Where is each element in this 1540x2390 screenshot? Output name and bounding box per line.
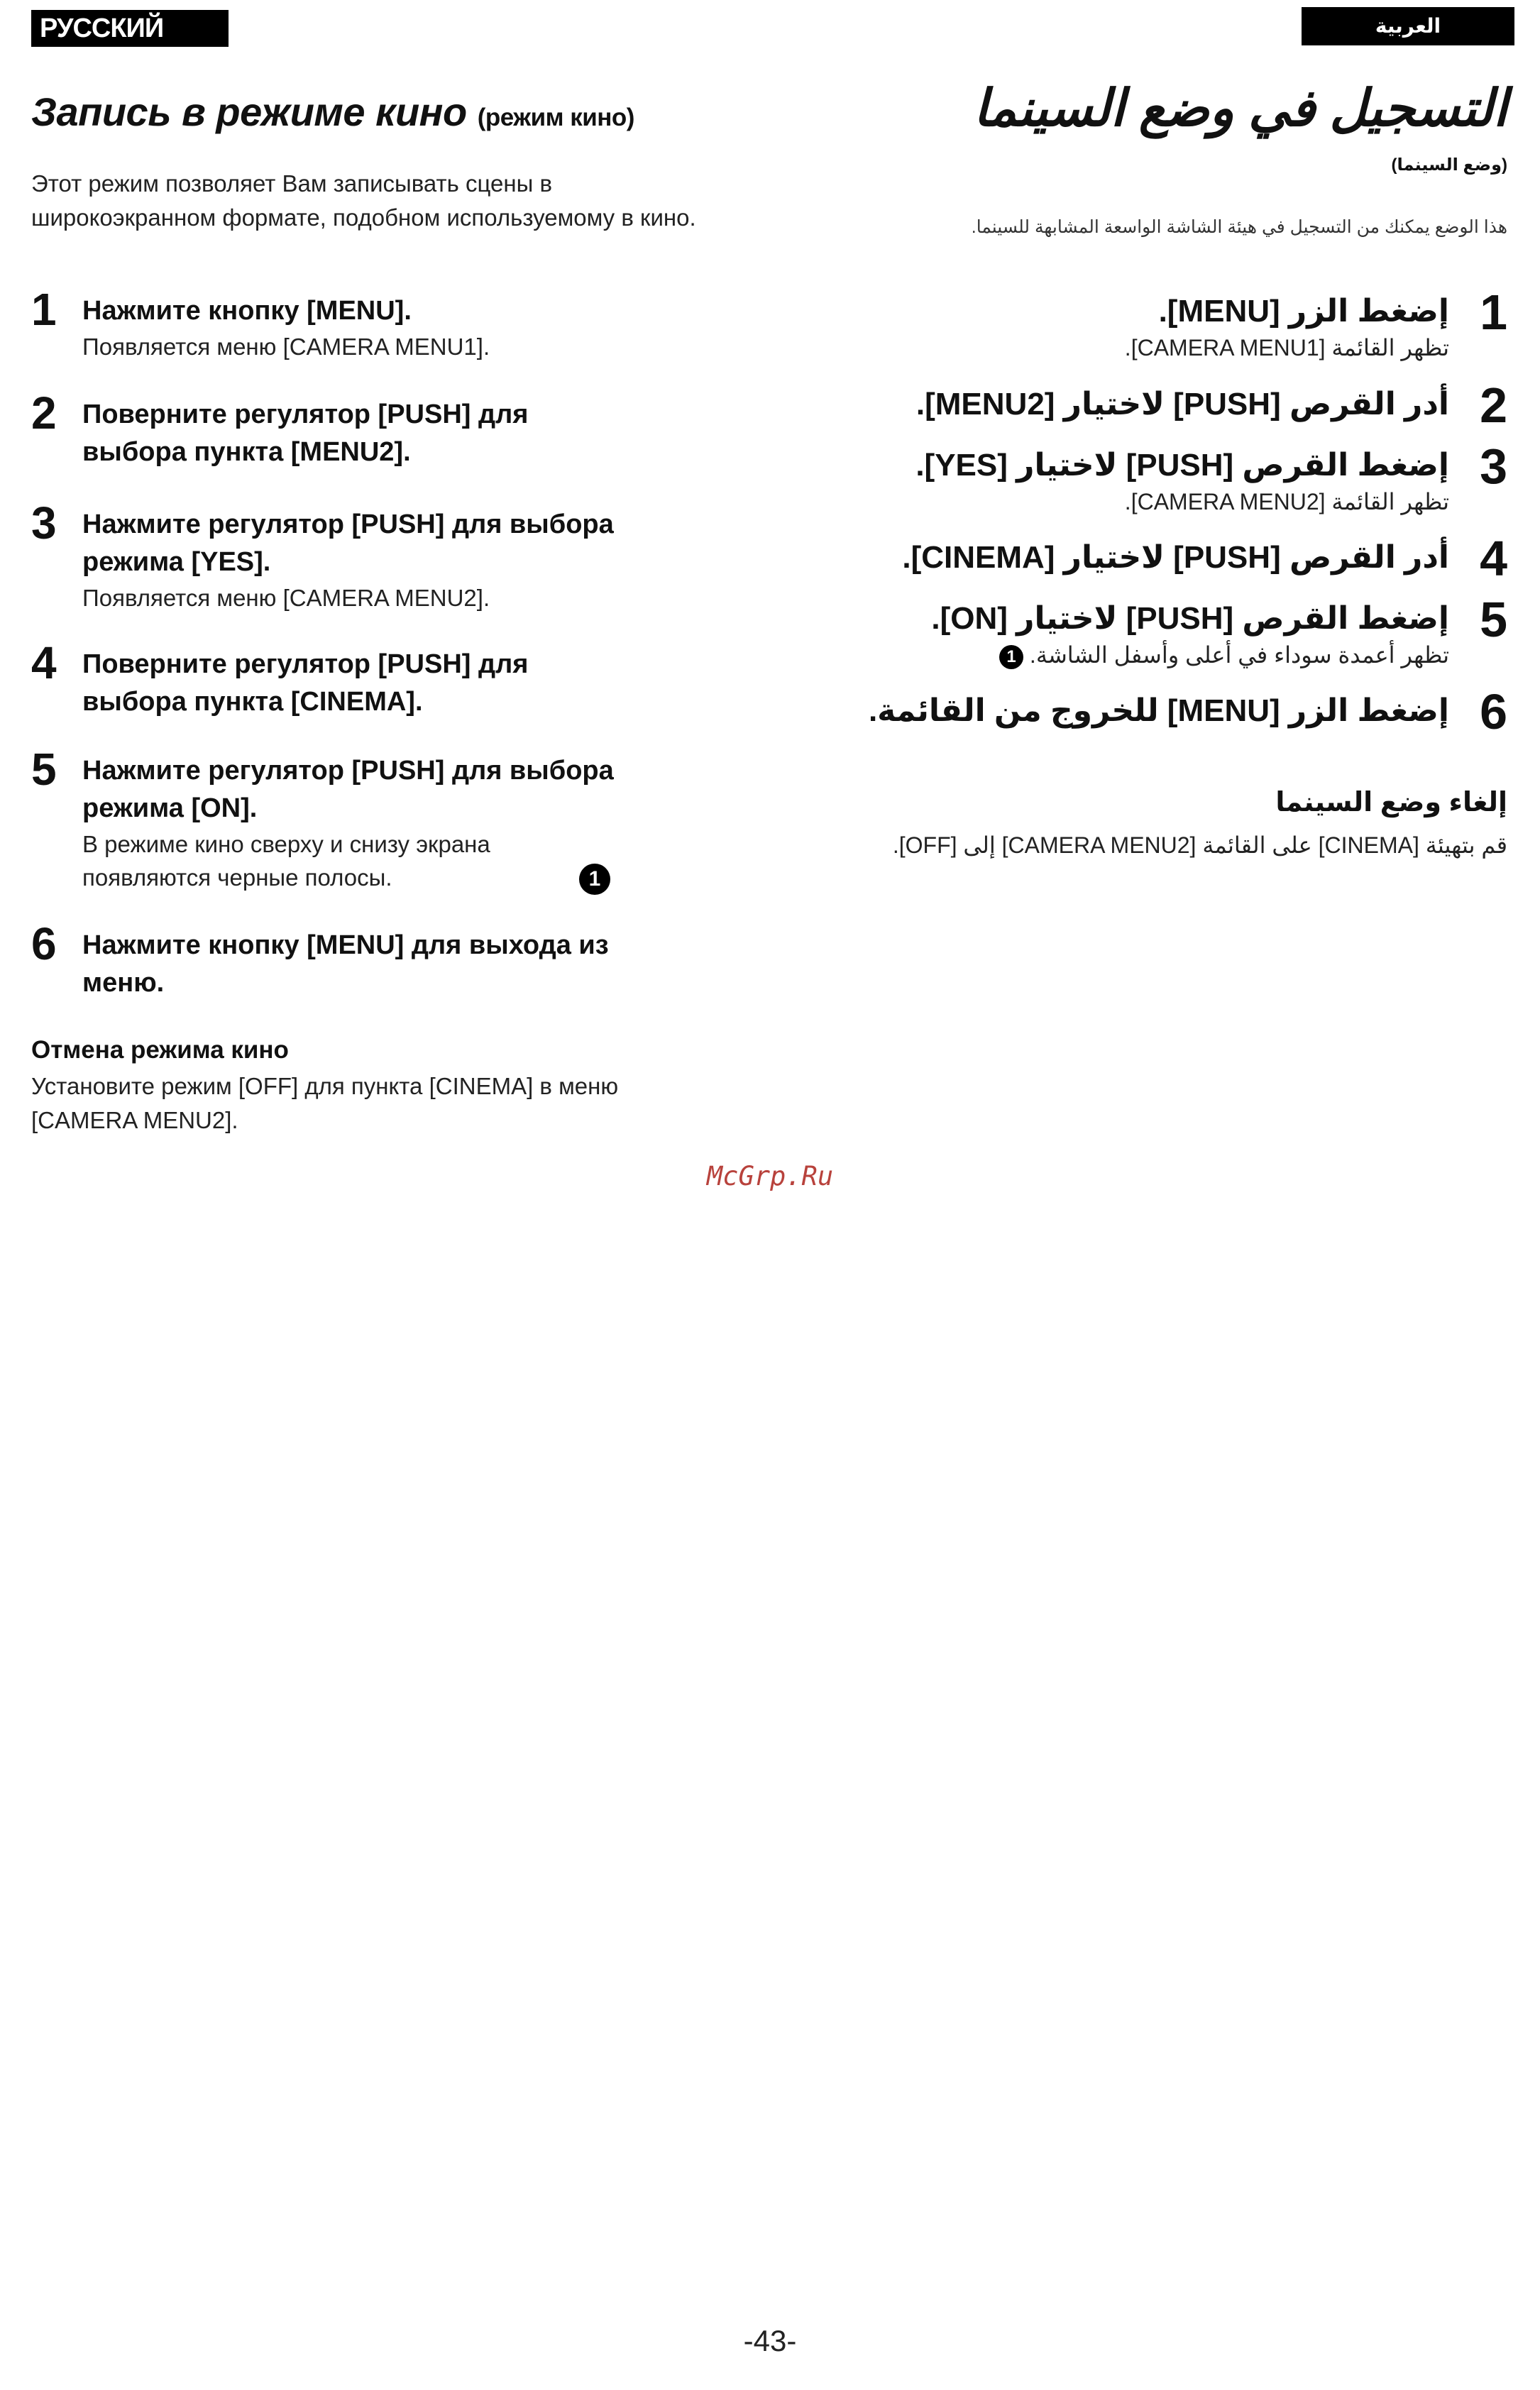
ru-step xyxy=(31,918,713,1002)
ru-step-note: Появляется меню [CAMERA MENU2]. xyxy=(82,585,490,611)
ru-step-instruction: Нажмите кнопку [MENU] для выхода из меню. xyxy=(82,930,609,998)
ru-step xyxy=(31,744,713,895)
ru-step-note-text: В режиме кино сверху и снизу экрана появляются черные полосы. xyxy=(82,831,490,891)
ar-step-instruction: إضغط القرص [PUSH] لاختيار [YES]. xyxy=(915,448,1449,483)
ar-section-subtitle: (وضع السينما) xyxy=(1391,155,1507,175)
callout-1-icon: 1 xyxy=(999,645,1023,669)
ru-step-instruction: Поверните регулятор [PUSH] для выбора пункта [CINEMA]. xyxy=(82,649,529,717)
ru-step-number: 1 xyxy=(31,284,57,335)
ar-step xyxy=(798,684,1507,739)
ar-step-instruction: إضغط الزر [MENU] للخروج من القائمة. xyxy=(868,693,1449,728)
ru-step-note xyxy=(82,827,693,895)
ar-step-number: 2 xyxy=(1480,378,1507,433)
ar-step-note-text: تظهر أعمدة سوداء في أعلى وأسفل الشاشة. xyxy=(1029,642,1449,668)
ar-step-instruction: أدر القرص [PUSH] لاختيار [MENU2]. xyxy=(915,387,1449,422)
ru-step-number: 4 xyxy=(31,637,57,688)
ar-step-number: 4 xyxy=(1480,531,1507,586)
ru-step-note: Появляется меню [CAMERA MENU1]. xyxy=(82,334,490,360)
ru-section-title xyxy=(31,89,713,135)
ar-cancel-heading: إلغاء وضع السينما xyxy=(1275,788,1507,817)
watermark: McGrp.Ru xyxy=(706,1161,834,1191)
ru-title-sub: (режим кино) xyxy=(477,104,634,131)
ar-step-number: 5 xyxy=(1480,592,1507,647)
ar-step xyxy=(798,592,1507,670)
ru-step-instruction: Нажмите кнопку [MENU]. xyxy=(82,296,412,326)
ar-step xyxy=(798,531,1507,586)
ar-step-instruction: أدر القرص [PUSH] لاختيار [CINEMA]. xyxy=(902,540,1449,575)
ru-step-number: 3 xyxy=(31,497,57,549)
ar-step-instruction: إضغط القرص [PUSH] لاختيار [ON]. xyxy=(931,601,1449,636)
ru-step xyxy=(31,637,713,721)
ar-step xyxy=(798,378,1507,433)
ru-cancel-heading: Отмена режима кино xyxy=(31,1036,289,1064)
ru-step xyxy=(31,497,713,615)
ar-section-title: التسجيل في وضع السينما xyxy=(973,80,1507,137)
ru-step-instruction: Нажмите регулятор [PUSH] для выбора режима [YES]. xyxy=(82,510,614,577)
ru-step-number: 5 xyxy=(31,744,57,795)
page-number: -43- xyxy=(743,2324,797,2357)
language-tab-russian: РУССКИЙ ЯЗЫК xyxy=(31,10,229,47)
ar-step-note xyxy=(798,640,1449,670)
ar-cancel-body: قم بتهيئة [CINEMA] على القائمة [CAMERA MENU2] إلى [OFF]. xyxy=(892,832,1507,858)
ar-step-number: 1 xyxy=(1480,285,1507,340)
callout-1-icon: 1 xyxy=(579,864,610,895)
ar-step xyxy=(798,441,1507,517)
ar-step xyxy=(798,287,1507,363)
ru-step xyxy=(31,387,713,471)
language-tab-arabic: العربية xyxy=(1302,7,1514,45)
ru-step-number: 2 xyxy=(31,387,57,439)
ru-step-number: 6 xyxy=(31,918,57,969)
ru-step xyxy=(31,284,713,363)
ar-step-instruction: إضغط الزر [MENU]. xyxy=(1158,294,1449,329)
ru-step-instruction: Поверните регулятор [PUSH] для выбора пункта [MENU2]. xyxy=(82,400,529,467)
ru-step-instruction: Нажмите регулятор [PUSH] для выбора режима [ON]. xyxy=(82,756,614,823)
ru-intro: Этот режим позволяет Вам записывать сцены в широкоэкранном формате, подобном используемому в кино. xyxy=(31,170,696,231)
ar-step-note: تظهر القائمة [CAMERA MENU1]. xyxy=(1124,335,1449,360)
ru-title-text: Запись в режиме кино xyxy=(31,89,467,134)
ar-intro: هذا الوضع يمكنك من التسجيل في هيئة الشاشة الواسعة المشابهة للسينما. xyxy=(971,217,1507,237)
ar-step-number: 3 xyxy=(1480,439,1507,494)
ar-step-note: تظهر القائمة [CAMERA MENU2]. xyxy=(1124,489,1449,514)
ru-cancel-body: Установите режим [OFF] для пункта [CINEMA] в меню [CAMERA MENU2]. xyxy=(31,1073,619,1133)
ar-step-number: 6 xyxy=(1480,684,1507,739)
